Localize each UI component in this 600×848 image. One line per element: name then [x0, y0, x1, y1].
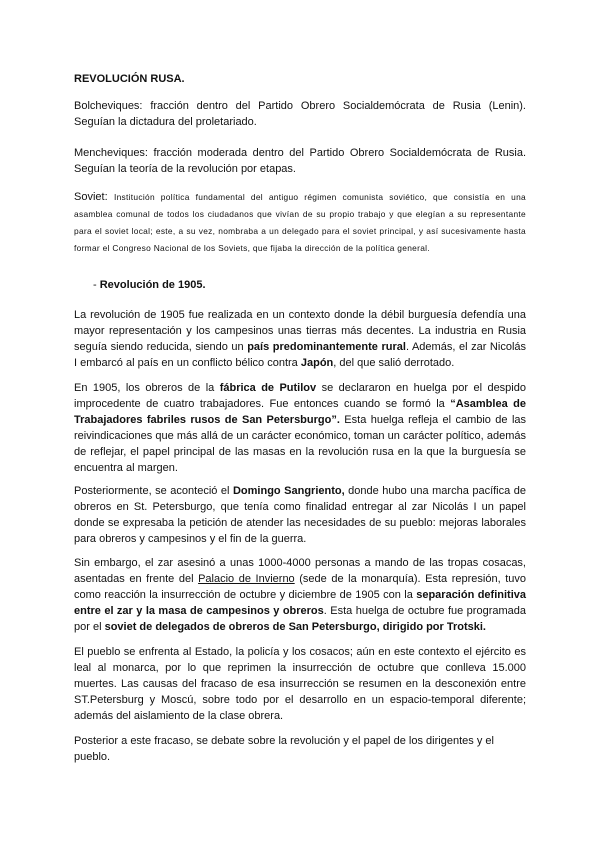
- paragraph-enfrentamiento: El pueblo se enfrenta al Estado, la policía y los cosacos; aún en este contexto el ejército es leal al monarca, por lo que reprimen la insurrección de octubre que conlleva 15.000 muertes. Las causas del fracaso de esa insurrección se resumen en la desconexión entre ST.Petersburg y Moscú, sobre todo por el desarrollo en un espacio-temporal diferente; además del aislamiento de la clase obrera.: [74, 646, 526, 722]
- p2-text-2: se declararon en huelga por el despido improcedente de cuatro trabajadores. Fue entonces cuando se formó la: [74, 382, 526, 410]
- p2-text-1: En 1905, los obreros de la: [74, 382, 220, 394]
- p1-text-1: La revolución de 1905 fue realizada en un contexto donde la débil burguesía defendía una mayor representación y los campesinos unas tierras más decentes. La industria en Rusia seguía siendo reducida, siendo un: [74, 309, 526, 353]
- paragraph-domingo-sangriento: [74, 483, 526, 547]
- p1-bold-japon: Japón: [300, 357, 334, 369]
- paragraph-putilov: [74, 380, 526, 476]
- paragraph-context-1905: [74, 307, 526, 371]
- soviet-term: Soviet:: [74, 191, 108, 203]
- p4-bold-separacion: separación definitiva entre el zar y la masa de campesinos y obreros: [74, 589, 526, 617]
- section-bullet: -: [93, 279, 97, 291]
- p4-text-1: Sin embargo, el zar asesinó a unas 1000-4000 personas a mando de las tropas cosacas, asentadas en frente del: [74, 557, 526, 585]
- paragraph-represion: [74, 555, 526, 635]
- p3-bold-domingo: Domingo Sangriento,: [232, 485, 345, 497]
- soviet-definition: Institución política fundamental del antiguo régimen comunista soviético, que consistía en una asamblea comunal de todos los ciudadanos que vivían de su propio trabajo y que elegían a su representante para el soviet local; este, a su vez, nombraba a un delegado para el soviet principal, y así sucesivamente hasta formar el Congreso Nacional de los Soviets, que fijaba la dirección de la política general.: [74, 192, 526, 253]
- section-heading-1905: [93, 279, 206, 291]
- p4-bold-soviet-trotski: soviet de delegados de obreros de San Petersburgo, dirigido por Trotski.: [104, 621, 486, 633]
- p4-text-2: (sede de la monarquía). Esta represión, tuvo como reacción la insurrección de octubre y diciembre de 1905 con la: [74, 573, 527, 601]
- paragraph-fracaso: Posterior a este fracaso, se debate sobre la revolución y el papel de los dirigentes y el pueblo.: [74, 735, 494, 763]
- p4-text-3: . Esta huelga de octubre fue programada por el: [74, 605, 526, 633]
- p2-bold-putilov: fábrica de Putilov: [219, 382, 317, 394]
- mencheviques-paragraph: Mencheviques: fracción moderada dentro del Partido Obrero Socialdemócrata de Rusia. Seguían la teoría de la revolución por etapas.: [74, 147, 526, 175]
- p3-text-1: Posteriormente, se aconteció el: [74, 485, 233, 497]
- document-title: REVOLUCIÓN RUSA.: [74, 73, 185, 85]
- p4-underline-palacio: Palacio de Invierno: [198, 573, 295, 585]
- p3-text-2: donde hubo una marcha pacífica de obreros en St. Petersburgo, que tenía como finalidad entregar al zar Nicolás I un papel donde se expresaba la petición de atender las necesidades de su pueblo: mejoras laborales para obreros y campesinos y el fin de la guerra.: [74, 485, 526, 545]
- p1-bold-rural: país predominantemente rural: [247, 341, 406, 353]
- soviet-paragraph: [74, 189, 526, 257]
- bolcheviques-paragraph: Bolcheviques: fracción dentro del Partido Obrero Socialdemócrata de Rusia (Lenin). Seguían la dictadura del proletariado.: [74, 100, 526, 128]
- section-heading-text: Revolución de 1905.: [99, 279, 206, 291]
- p2-bold-asamblea: “Asamblea de Trabajadores fabriles rusos de San Petersburgo”.: [74, 398, 526, 426]
- p2-text-3: Esta huelga refleja el cambio de las reivindicaciones que más allá de un carácter económico, toman un carácter político, además de reflejar, el papel principal de las masas en la revolución rusa en la que la burguesía se encuentra al margen.: [74, 414, 526, 474]
- p1-text-2: . Además, el zar Nicolás I embarcó al país en un conflicto bélico contra: [74, 341, 527, 369]
- p1-text-3: , del que salió derrotado.: [333, 357, 455, 369]
